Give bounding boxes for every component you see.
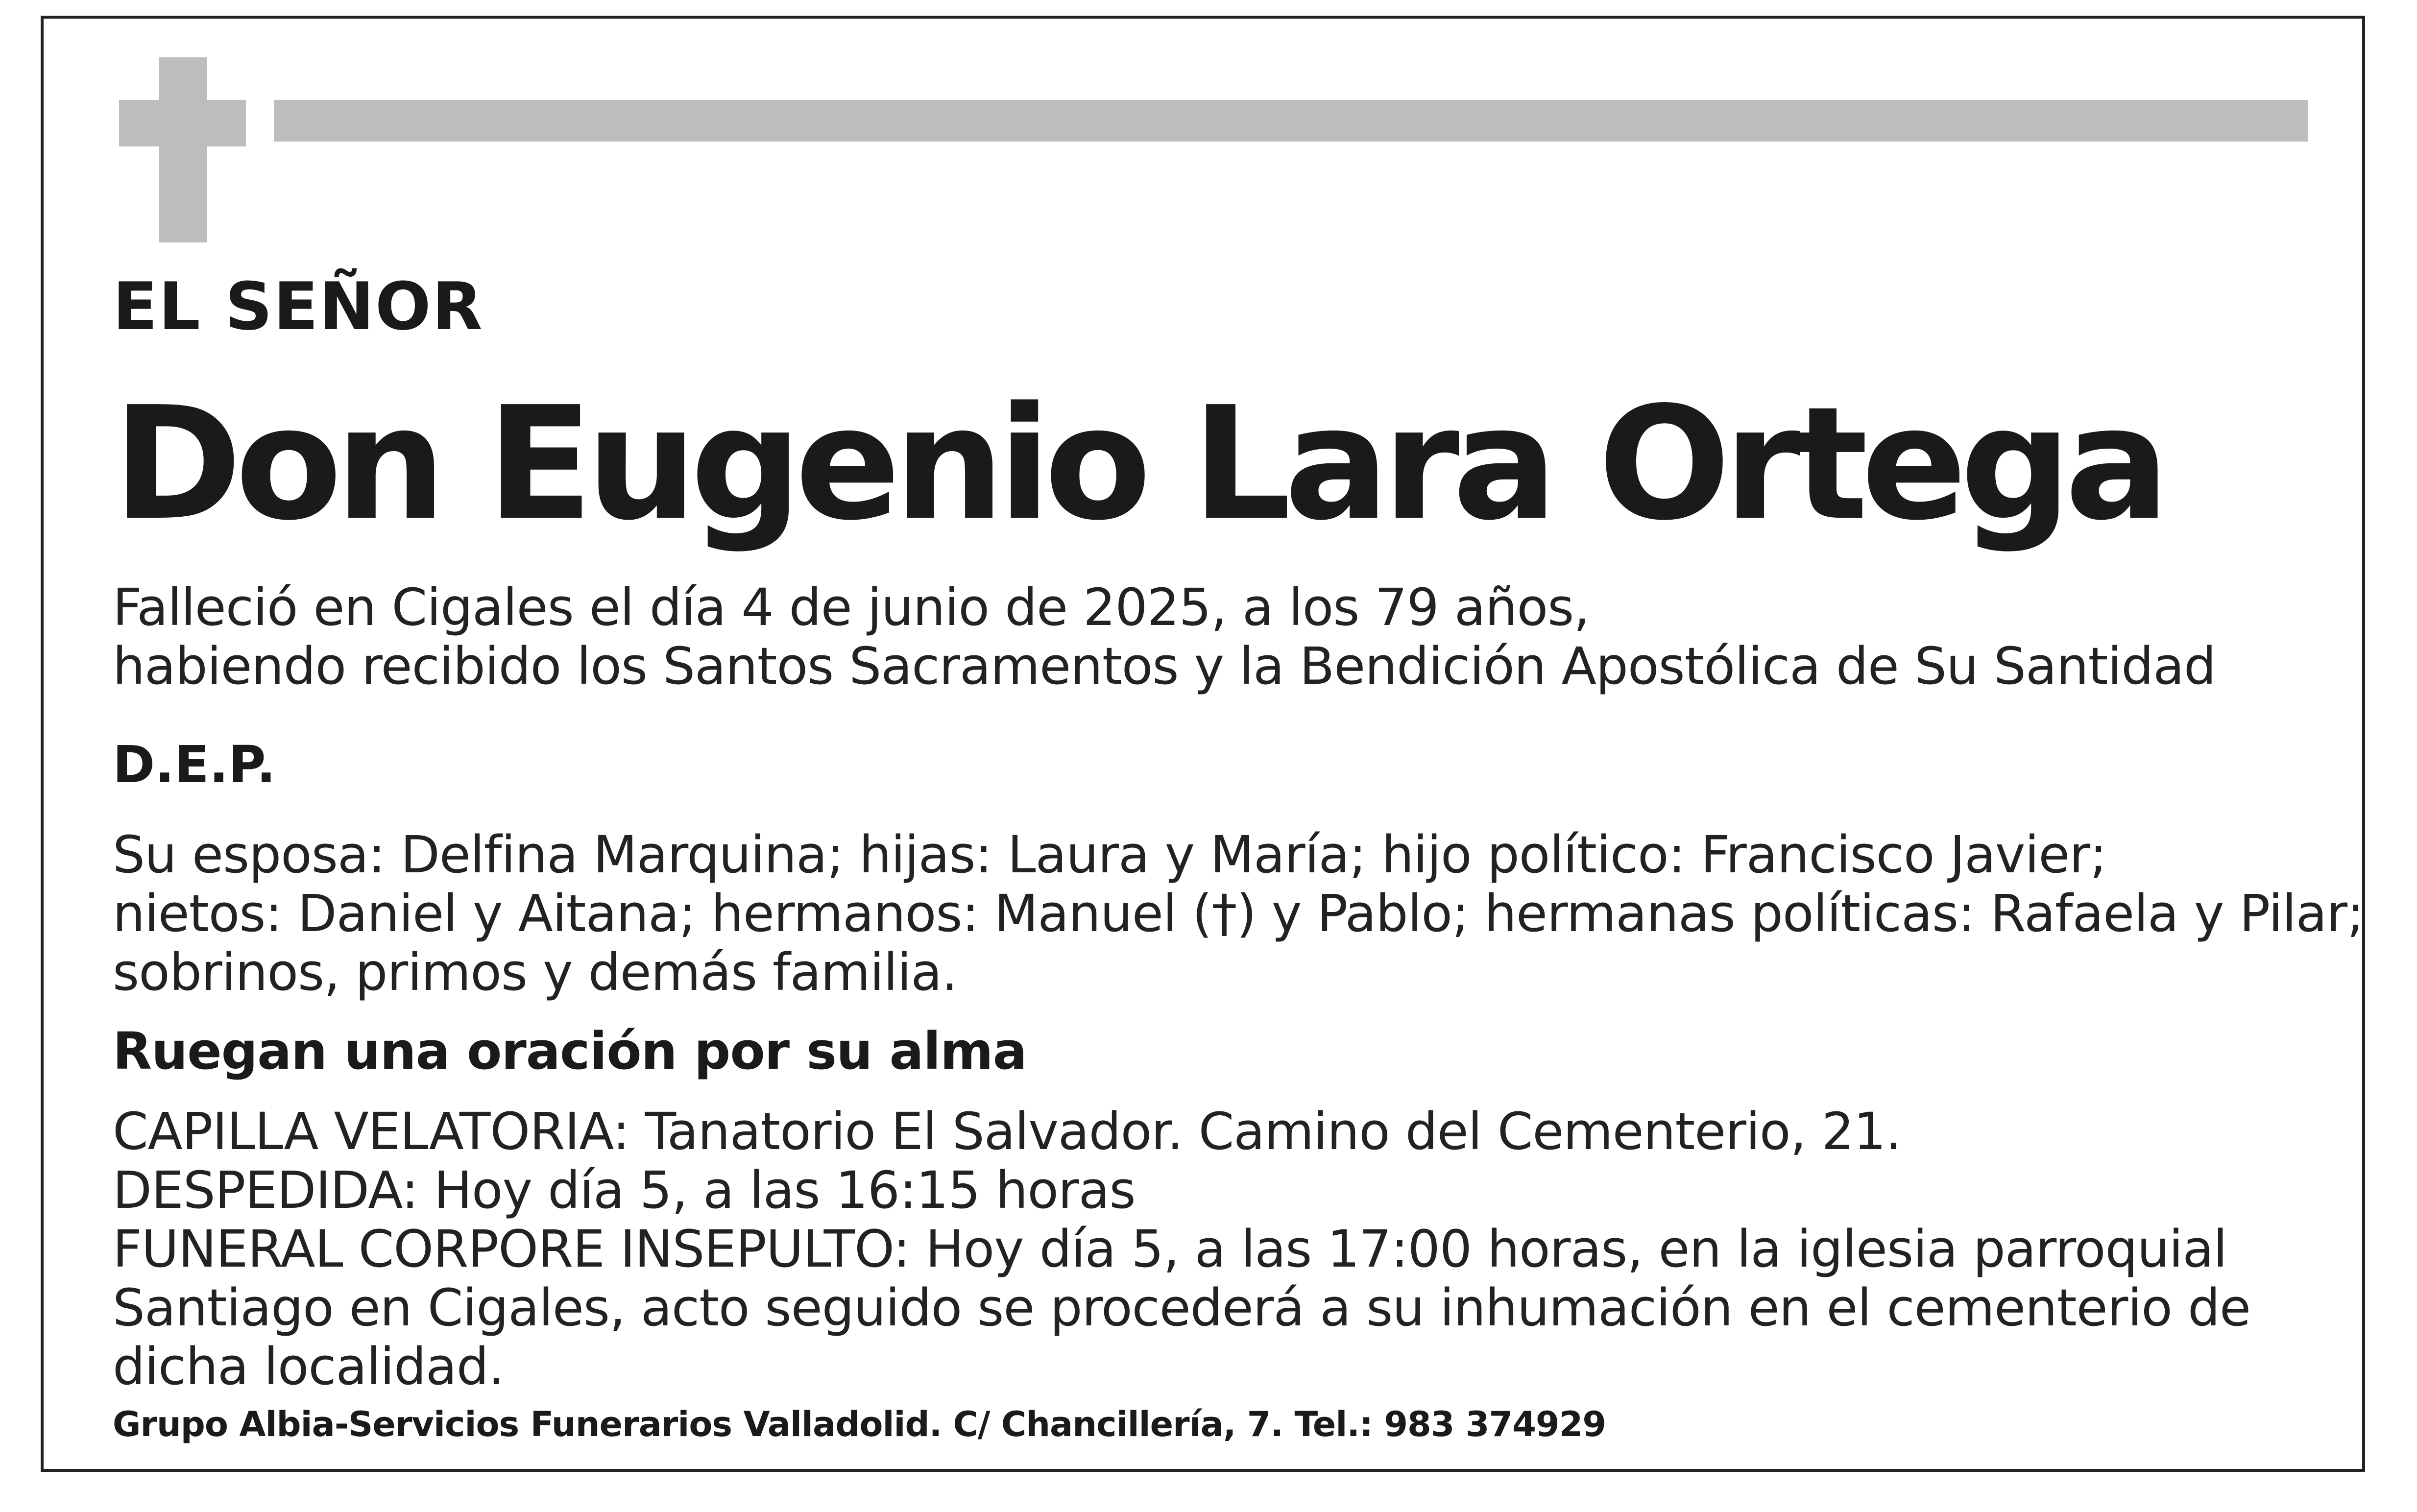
funeral-home-footer: Grupo Albia-Servicios Funerarios Valladolid. C/ Chancillería, 7. Tel.: 983 374929 [113, 1404, 1606, 1444]
cross-icon-arm [119, 100, 246, 146]
family-line: nietos: Daniel y Aitana; hermanos: Manuel (†) y Pablo; hermanas políticas: Rafaela y Pilar; [113, 884, 2364, 943]
deceased-name: Don Eugenio Lara Ortega [113, 373, 2163, 554]
family-line: Su esposa: Delfina Marquina; hijas: Laura y María; hijo político: Francisco Javier; [113, 825, 2107, 885]
honorific: EL SEÑOR [113, 268, 483, 345]
service-line: dicha localidad. [113, 1337, 504, 1396]
death-line: Falleció en Cigales el día 4 de junio de 2025, a los 79 años, [113, 577, 1590, 637]
death-announcement [113, 578, 2216, 696]
service-line: CAPILLA VELATORIA: Tanatorio El Salvador. Camino del Cementerio, 21. [113, 1102, 1902, 1161]
cross-icon [159, 57, 207, 242]
rip-label: D.E.P. [113, 735, 276, 794]
death-line: habiendo recibido los Santos Sacramentos y la Bendición Apostólica de Su Santidad [113, 636, 2216, 696]
family-list [113, 825, 2364, 1002]
prayer-request: Ruegan una oración por su alma [113, 1021, 1027, 1081]
service-line: Santiago en Cigales, acto seguido se procederá a su inhumación en el cementerio de [113, 1278, 2250, 1338]
header-bar [274, 100, 2308, 142]
family-line: sobrinos, primos y demás familia. [113, 942, 958, 1002]
service-details [113, 1102, 2250, 1396]
service-line: FUNERAL CORPORE INSEPULTO: Hoy día 5, a las 17:00 horas, en la iglesia parroquial [113, 1219, 2227, 1279]
service-line: DESPEDIDA: Hoy día 5, a las 16:15 horas [113, 1160, 1136, 1220]
